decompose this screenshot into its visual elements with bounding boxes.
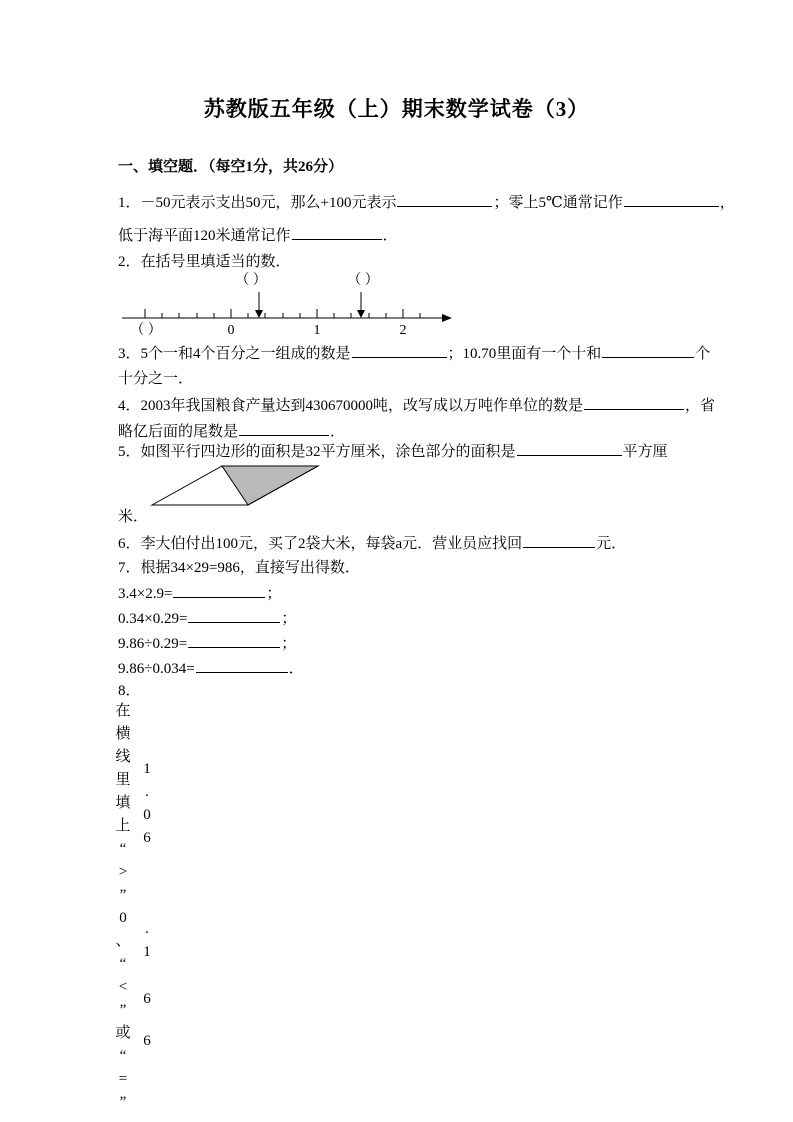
page-title: 苏教版五年级（上）期末数学试卷（3） bbox=[203, 97, 590, 121]
shaded-triangle bbox=[222, 466, 318, 505]
q6-text-a: 6．李大伯付出100元，买了2袋大米，每袋a元．营业员应找回 bbox=[118, 536, 523, 552]
down-arrow-icon bbox=[255, 310, 263, 318]
vertical-char: 上 bbox=[115, 818, 131, 834]
q1-text-e: ． bbox=[382, 228, 398, 244]
vertical-char: ” bbox=[119, 1002, 127, 1018]
question-4-line-1 bbox=[118, 396, 715, 416]
numberline-paren-bottom: （ ） bbox=[130, 323, 162, 338]
vertical-char: = bbox=[118, 1071, 128, 1087]
vertical-char: 或 bbox=[115, 1025, 131, 1041]
question-7-line-2 bbox=[118, 609, 296, 629]
answer-blank bbox=[188, 609, 280, 623]
question-5-line-1 bbox=[118, 442, 668, 462]
vertical-char: ” bbox=[119, 887, 127, 903]
answer-blank bbox=[188, 634, 280, 648]
vertical-digit: 6 bbox=[143, 1033, 151, 1049]
question-7-head: 7．根据34×29=986，直接写出得数． bbox=[118, 560, 360, 576]
answer-blank bbox=[584, 396, 684, 410]
answer-blank bbox=[292, 226, 382, 240]
q3-text-b: ；10.70里面有一个十和 bbox=[447, 346, 602, 362]
q7-tail: ； bbox=[266, 586, 282, 602]
question-4-line-2 bbox=[118, 422, 345, 442]
answer-blank bbox=[517, 442, 622, 456]
q3-text-a: 3．5个一和4个百分之一组成的数是 bbox=[118, 346, 351, 362]
question-8-vertical-text bbox=[114, 700, 174, 1120]
question-8-label: 8． bbox=[118, 683, 141, 699]
vertical-char: “ bbox=[119, 1048, 127, 1064]
vertical-char: < bbox=[118, 979, 128, 995]
vertical-char: ” bbox=[119, 1094, 127, 1110]
question-6 bbox=[118, 534, 626, 554]
vertical-digit: . bbox=[145, 784, 149, 800]
parallelogram-figure bbox=[148, 461, 328, 509]
vertical-char: > bbox=[118, 864, 128, 880]
numberline-label-0: 0 bbox=[227, 323, 235, 338]
vertical-char: 填 bbox=[115, 795, 131, 811]
numberline-right-arrowhead bbox=[442, 314, 452, 322]
vertical-char: 线 bbox=[115, 749, 131, 765]
vertical-char: “ bbox=[119, 956, 127, 972]
vertical-digit: 6 bbox=[143, 991, 151, 1007]
q7-tail: ； bbox=[281, 636, 297, 652]
numberline-paren-top-left: （ ） bbox=[235, 273, 267, 288]
question-3-line-1 bbox=[118, 344, 710, 364]
q7-tail: ． bbox=[288, 661, 304, 677]
q3-text-c: 个 bbox=[695, 346, 711, 362]
q5-text-b: 平方厘 bbox=[622, 444, 668, 460]
vertical-digit: 1 bbox=[143, 761, 151, 777]
answer-blank bbox=[602, 344, 694, 358]
q4-text-c: 略亿后面的尾数是 bbox=[118, 424, 239, 440]
q7-tail: ； bbox=[281, 611, 297, 627]
q1-text-d: 低于海平面120米通常记作 bbox=[118, 228, 291, 244]
q5-text-a: 5．如图平行四边形的面积是32平方厘米，涂色部分的面积是 bbox=[118, 444, 516, 460]
question-1-line-2 bbox=[118, 226, 398, 246]
question-7-line-3 bbox=[118, 634, 296, 654]
q7-expr: 0.34×0.29= bbox=[118, 611, 188, 627]
q1-text-a: 1．－50元表示支出50元，那么+100元表示 bbox=[118, 195, 397, 211]
answer-blank bbox=[173, 584, 265, 598]
numberline-label-1: 1 bbox=[313, 323, 321, 338]
answer-blank bbox=[352, 344, 447, 358]
q6-text-b: 元． bbox=[596, 536, 627, 552]
vertical-char: 、 bbox=[115, 933, 131, 949]
q7-expr: 9.86÷0.29= bbox=[118, 636, 188, 652]
q7-expr: 9.86÷0.034= bbox=[118, 661, 195, 677]
answer-blank bbox=[239, 422, 329, 436]
question-5-line-2: 米． bbox=[118, 509, 149, 525]
question-7-line-4 bbox=[118, 659, 304, 679]
q7-expr: 3.4×2.9= bbox=[118, 586, 173, 602]
q4-text-b: ，省 bbox=[685, 398, 716, 414]
question-1-line-1 bbox=[118, 193, 735, 213]
down-arrow-icon bbox=[357, 310, 365, 318]
section-heading: 一、填空题．（每空1分，共26分） bbox=[118, 159, 344, 175]
question-7-line-1 bbox=[118, 584, 281, 604]
answer-blank bbox=[523, 534, 595, 548]
vertical-digit: 0 bbox=[143, 807, 151, 823]
numberline-label-2: 2 bbox=[399, 323, 407, 338]
question-2-text: 2．在括号里填适当的数． bbox=[118, 254, 291, 270]
q1-text-c: ， bbox=[719, 195, 735, 211]
vertical-char: 横 bbox=[115, 726, 131, 742]
vertical-char: “ bbox=[119, 841, 127, 857]
vertical-digit: . bbox=[145, 921, 149, 937]
vertical-char: 0 bbox=[119, 910, 127, 926]
q1-text-b: ；零上5℃通常记作 bbox=[493, 195, 623, 211]
answer-blank bbox=[196, 659, 288, 673]
answer-blank bbox=[624, 193, 719, 207]
vertical-char: 在 bbox=[115, 703, 131, 719]
vertical-digit: 1 bbox=[143, 944, 151, 960]
vertical-char: 里 bbox=[115, 772, 131, 788]
number-line-figure bbox=[120, 268, 455, 338]
q4-text-a: 4．2003年我国粮食产量达到430670000吨，改写成以万吨作单位的数是 bbox=[118, 398, 584, 414]
vertical-digit: 6 bbox=[143, 830, 151, 846]
answer-blank bbox=[397, 193, 492, 207]
numberline-paren-top-right: （ ） bbox=[347, 273, 379, 288]
question-3-line-2: 十分之一． bbox=[118, 371, 194, 387]
q4-text-d: ． bbox=[330, 424, 346, 440]
numberline-axis bbox=[122, 292, 442, 318]
